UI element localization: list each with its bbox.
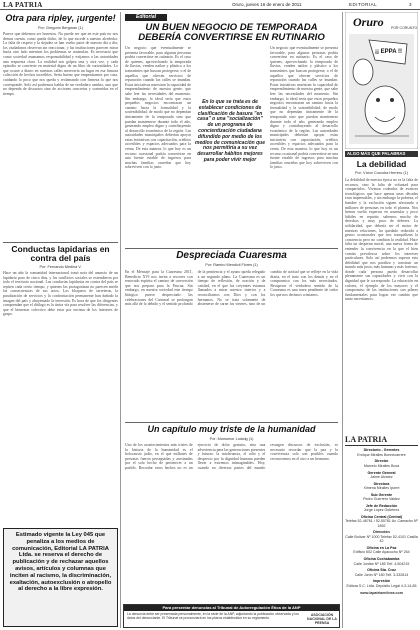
masthead-row: Impresión Editora S.C. Ltda. Depósito Legal 4-3-14-85 <box>346 579 417 588</box>
section-divider <box>125 422 338 423</box>
article-title: Un capítulo muy triste de la humanidad <box>147 424 316 434</box>
notice-text: Estimado vigente la Ley 045 que penaliza a los medios de comunicación, Editorial LA PATRIA Ltda. se reserva el derecho de publicación y de rechazar aquellos avisos, artículos y columnas que inciten al racismo, la discriminación, exaltación, autoexclusión o atropello al derecho a la libre expresión. <box>9 532 112 593</box>
masthead <box>345 435 418 596</box>
cartoon-speech: ¡¡ EPPA !! <box>375 49 402 55</box>
section-name: EDITORIAL <box>349 2 378 7</box>
column-divider <box>342 12 343 628</box>
masthead-row: Directora Ximena Miralles Iporre <box>363 481 400 491</box>
article-body: En el Mensaje para la Cuaresma 2011, Benedicto XVI nos invita a recorrer con renovado espíritu el camino de conversión que nos prepara para la Pascua. Sin embargo, en nuestra sociedad este tiempo litúrgico parece despreciado: las celebraciones del Carnaval se prolongan más allá de lo debido y el sentido profundo de la penitencia y el ayuno queda relegado a un segundo plano. La Cuaresma es un tiempo de reflexión, de oración y de caridad, en el que los creyentes estamos llamados a mirar nuestro interior y a reconciliarnos con Dios y con los hermanos. No se trata solamente de abstenerse de carne los viernes, sino de un cambio de actitud que se refleje en la vida diaria, en el trato con los demás y en el compromiso con los más necesitados. Recuperar el verdadero sentido de la Cuaresma es una tarea pendiente de todos los que nos decimos cristianos. <box>125 270 338 307</box>
section-divider <box>3 242 118 243</box>
editorial-title: UN BUEN NEGOCIO DE TEMPORADA DEBERÍA CONVERTIRSE EN RUTINARIO <box>138 22 325 44</box>
article-byline: Por: Fernando Medina V. <box>39 265 82 269</box>
editorial-pull-quote: En lo que se trata es de establecer condiciones de clasificación de basura "en casa" o una "socialización" de un programa de concientización ciudadana difundido por medio de los medios de comunicación que nos permitiría a su vez desarrollar hábitos mejores para poder vivir mejor <box>195 99 266 163</box>
masthead-row: Oficina Sta. Cruz Calle Junín Nº 180 Telf. 3-332814 <box>354 568 409 577</box>
notice-box <box>3 528 118 627</box>
article-title: La debilidad <box>356 159 407 169</box>
masthead-row: Oficina Cochabamba Calle Jordán Nº 185 Telf. 4-504215 <box>353 557 410 566</box>
masthead-row: Director Marcelo Miralles Bova <box>363 459 400 468</box>
cartoon-title: Oruro <box>353 15 384 29</box>
masthead-row: Gerente General Jaime Alvarez <box>367 470 396 479</box>
cartoon-illustration <box>345 12 418 149</box>
article-body: Uno de los acontecimientos más tristes de la historia de la humanidad es el holocausto judío, en el que millones de personas fueron perseguidas y asesinadas por el solo hecho de pertenecer a un pueblo. Recordar estos hechos no es un ejercicio de dolor gratuito, sino una advertencia para las generaciones presentes y futuras: la intolerancia, el odio y el desprecio por la dignidad humana pueden llevar a extremos inimaginables. Hoy, cuando en diversas partes del mundo resurgen discursos de exclusión, es necesario recordar que la paz y la convivencia solo son posibles cuando reconocemos en el otro a un hermano. <box>125 443 338 470</box>
article-body: La debilidad de nuestra época no es la falta de recursos, sino la falta de voluntad para compartirlos. Vivimos rodeados de avances tecnológicos que hace apenas unas décadas eran impensables, y sin embargo la pobreza, el hambre y la exclusión siguen afectando a millones de personas en todo el planeta. Nos hemos vuelto expertos en acumular y poco hábiles en repartir; sabemos mucho de derechos y muy poco de deberes. La solidaridad, que debería ser el motor de nuestras relaciones, ha quedado reducida a gestos ocasionales que nos tranquilizan la conciencia pero no cambian la realidad. Hace falta un despertar moral, una nueva forma de entender la convivencia en la que el bien común prevalezca sobre los intereses particulares. Solo así podremos superar esta debilidad que nos paraliza y construir un mundo más justo, más humano y más fraterno, donde cada persona pueda desarrollar plenamente sus capacidades y vivir con la dignidad que le corresponde. La educación en valores, el ejemplo de los mayores y el compromiso de las instituciones son pilares fundamentales para lograr ese cambio que tanto necesitamos. <box>345 178 418 302</box>
page-header <box>0 0 420 10</box>
newspaper-logo: LA PATRIA <box>3 1 43 9</box>
notice-body: La denuncia debe ser presentada personalmente, en la sede de la ANP, adjuntando la publicación observada y los datos del denunciante. El Tribunal se pronunciará en los plazos establecidos en su reglamento. <box>127 612 299 620</box>
article-body: Parece que debemos ser honestos. No puede ser que en este país no nos demos cuenta, como queda dicho, de lo que sucede a nuestro alrededor. La falta de respeto y la dejadez se han vuelto parte de nuestro día a día; los ciudadanos observan sin reaccionar, y las instituciones parecen mirar hacia otro lado mientras los problemas se acumulan. Es necesario que como sociedad asumamos responsabilidad y exijamos a las autoridades una respuesta clara. La realidad nos golpea una y otra vez, y cada episodio se convierte en material digno de un libro de curiosidades. Lo que ocurre a diario en nuestras calles merecería un lugar en esa famosa colección de hechos increíbles. Sería bueno que empezáramos por casa, cuidando lo poco que nos queda y reclamando con firmeza lo que nos corresponde. Solo así podremos hablar de un verdadero cambio, uno que no dependa de discursos sino de acciones concretas y sostenidas en el tiempo. <box>3 32 118 96</box>
ethics-tribunal-notice <box>123 604 340 628</box>
article-byline: Por: Gregorio Bergman (1) <box>38 26 83 30</box>
article-title: Otra para ripley, ¡urgente! <box>5 13 116 23</box>
masthead-row: Oficina en La Paz Edificio 602 Calle Ayacucho Nº 264 <box>353 545 410 555</box>
article-body: Hace un año la comunidad internacional tomó nota del anuncio de un lapidario paro de cinco días, y los conflictos sociales se extendieron por todo el territorio nacional. Las conductas lapidarias en contra del país se repiten cada cierto tiempo, y quienes las protagonizan no parecen medir las consecuencias de sus actos. Los bloqueos de carreteras, la paralización de servicios y la confrontación permanente han dañado la imagen del país y ahuyentado la inversión. Es hora de que los dirigentes comprendan que el diálogo es la única vía para resolver las diferencias, y que el bienestar colectivo debe estar por encima de los intereses de grupo. <box>3 271 118 317</box>
masthead-row: Dirección Calle Bolívar Nº 1000 Telefax 52-4101 Casilla 42 <box>345 530 418 544</box>
masthead-row: Sub Gerente Pedro Guerrero Valdez <box>363 492 400 502</box>
anp-logo: ASOCIACIÓN NACIONAL DE LA PRENSA <box>307 613 337 625</box>
editorial-body-left: Un negocio que eventualmente se presenta favorable, para algunas personas podría convertirse en rutinario. Es el caso de quienes, aprovechando la temporada de lluvias, venden nailon y plástico a los transeúntes que buscan protegerse; o el de aquellos que ofrecen servicios de reparación cuando las calles se inundan. Estas iniciativas muestran la capacidad de emprendimiento de nuestra gente, que sabe leer las necesidades del momento. Sin embargo, lo ideal sería que estos pequeños negocios encontraran un camino hacia la formalidad y la sostenibilidad, de modo que no dependan únicamente de la temporada sino que puedan mantenerse durante todo el año, generando empleo digno y contribuyendo al desarrollo económico de la región. Las autoridades municipales deberían apoyar estas iniciativas con capacitación, créditos accesibles y espacios adecuados para la venta. De esta manera, lo que hoy es un recurso ocasional podría convertirse en una fuente estable de ingresos para muchas familias orureñas que hoy sobreviven con lo justo. <box>125 46 191 170</box>
article-byline: Por: Ramiro Mendivil Flores (1) <box>205 263 258 267</box>
section-divider <box>125 248 338 249</box>
editorial-cartoon <box>345 12 418 149</box>
column-label: ALGO MÁS QUE PALABRAS <box>345 151 418 157</box>
page-number: 3 <box>409 2 412 7</box>
masthead-website[interactable]: www.lapatriaenlinea.com <box>360 591 403 596</box>
notice-title: Para presentar denuncias al Tribunal de Autorregulación Ética de la ANP <box>124 605 339 611</box>
editorial-kicker: Editorial <box>125 14 167 21</box>
cartoon-credit: POR CORUNTO <box>391 26 418 30</box>
issue-date: Oruro, jueves 16 de enero de 2011 <box>232 2 302 7</box>
editorial-body-right: Un negocio que eventualmente se presenta favorable, para algunas personas podría convertirse en rutinario. Es el caso de quienes, aprovechando la temporada de lluvias, venden nailon y plástico a los transeúntes que buscan protegerse; o el de aquellos que ofrecen servicios de reparación cuando las calles se inundan. Estas iniciativas muestran la capacidad de emprendimiento de nuestra gente, que sabe leer las necesidades del momento. Sin embargo, lo ideal sería que estos pequeños negocios encontraran un camino hacia la formalidad y la sostenibilidad, de modo que no dependan únicamente de la temporada sino que puedan mantenerse durante todo el año, generando empleo digno y contribuyendo al desarrollo económico de la región. Las autoridades municipales deberían apoyar estas iniciativas con capacitación, créditos accesibles y espacios adecuados para la venta. De esta manera, lo que hoy es un recurso ocasional podría convertirse en una fuente estable de ingresos para muchas familias orureñas que hoy sobreviven con lo justo. <box>270 46 338 170</box>
masthead-row: Oficina Central (Central) Telefax 52-46761 / 52-50761 Av. Camacho Nº 1892 <box>345 514 418 528</box>
column-divider <box>120 12 121 628</box>
article-byline: Por: Víctor Corcoba Herrero (1) <box>355 171 408 175</box>
masthead-logo: LA PATRIA <box>345 435 418 446</box>
article-title: Conductas lapidarias en contra del país <box>11 244 110 263</box>
article-byline: Por: Monsenor Ludwig (1) <box>209 437 254 441</box>
article-title: Despreciada Cuaresma <box>176 250 287 261</box>
masthead-row: Directorio - Gerentes Enrique Miralles Bonnecarrere <box>357 448 406 457</box>
masthead-row: Jefe de Redacción Jorge López Gutiérrez <box>363 503 400 513</box>
